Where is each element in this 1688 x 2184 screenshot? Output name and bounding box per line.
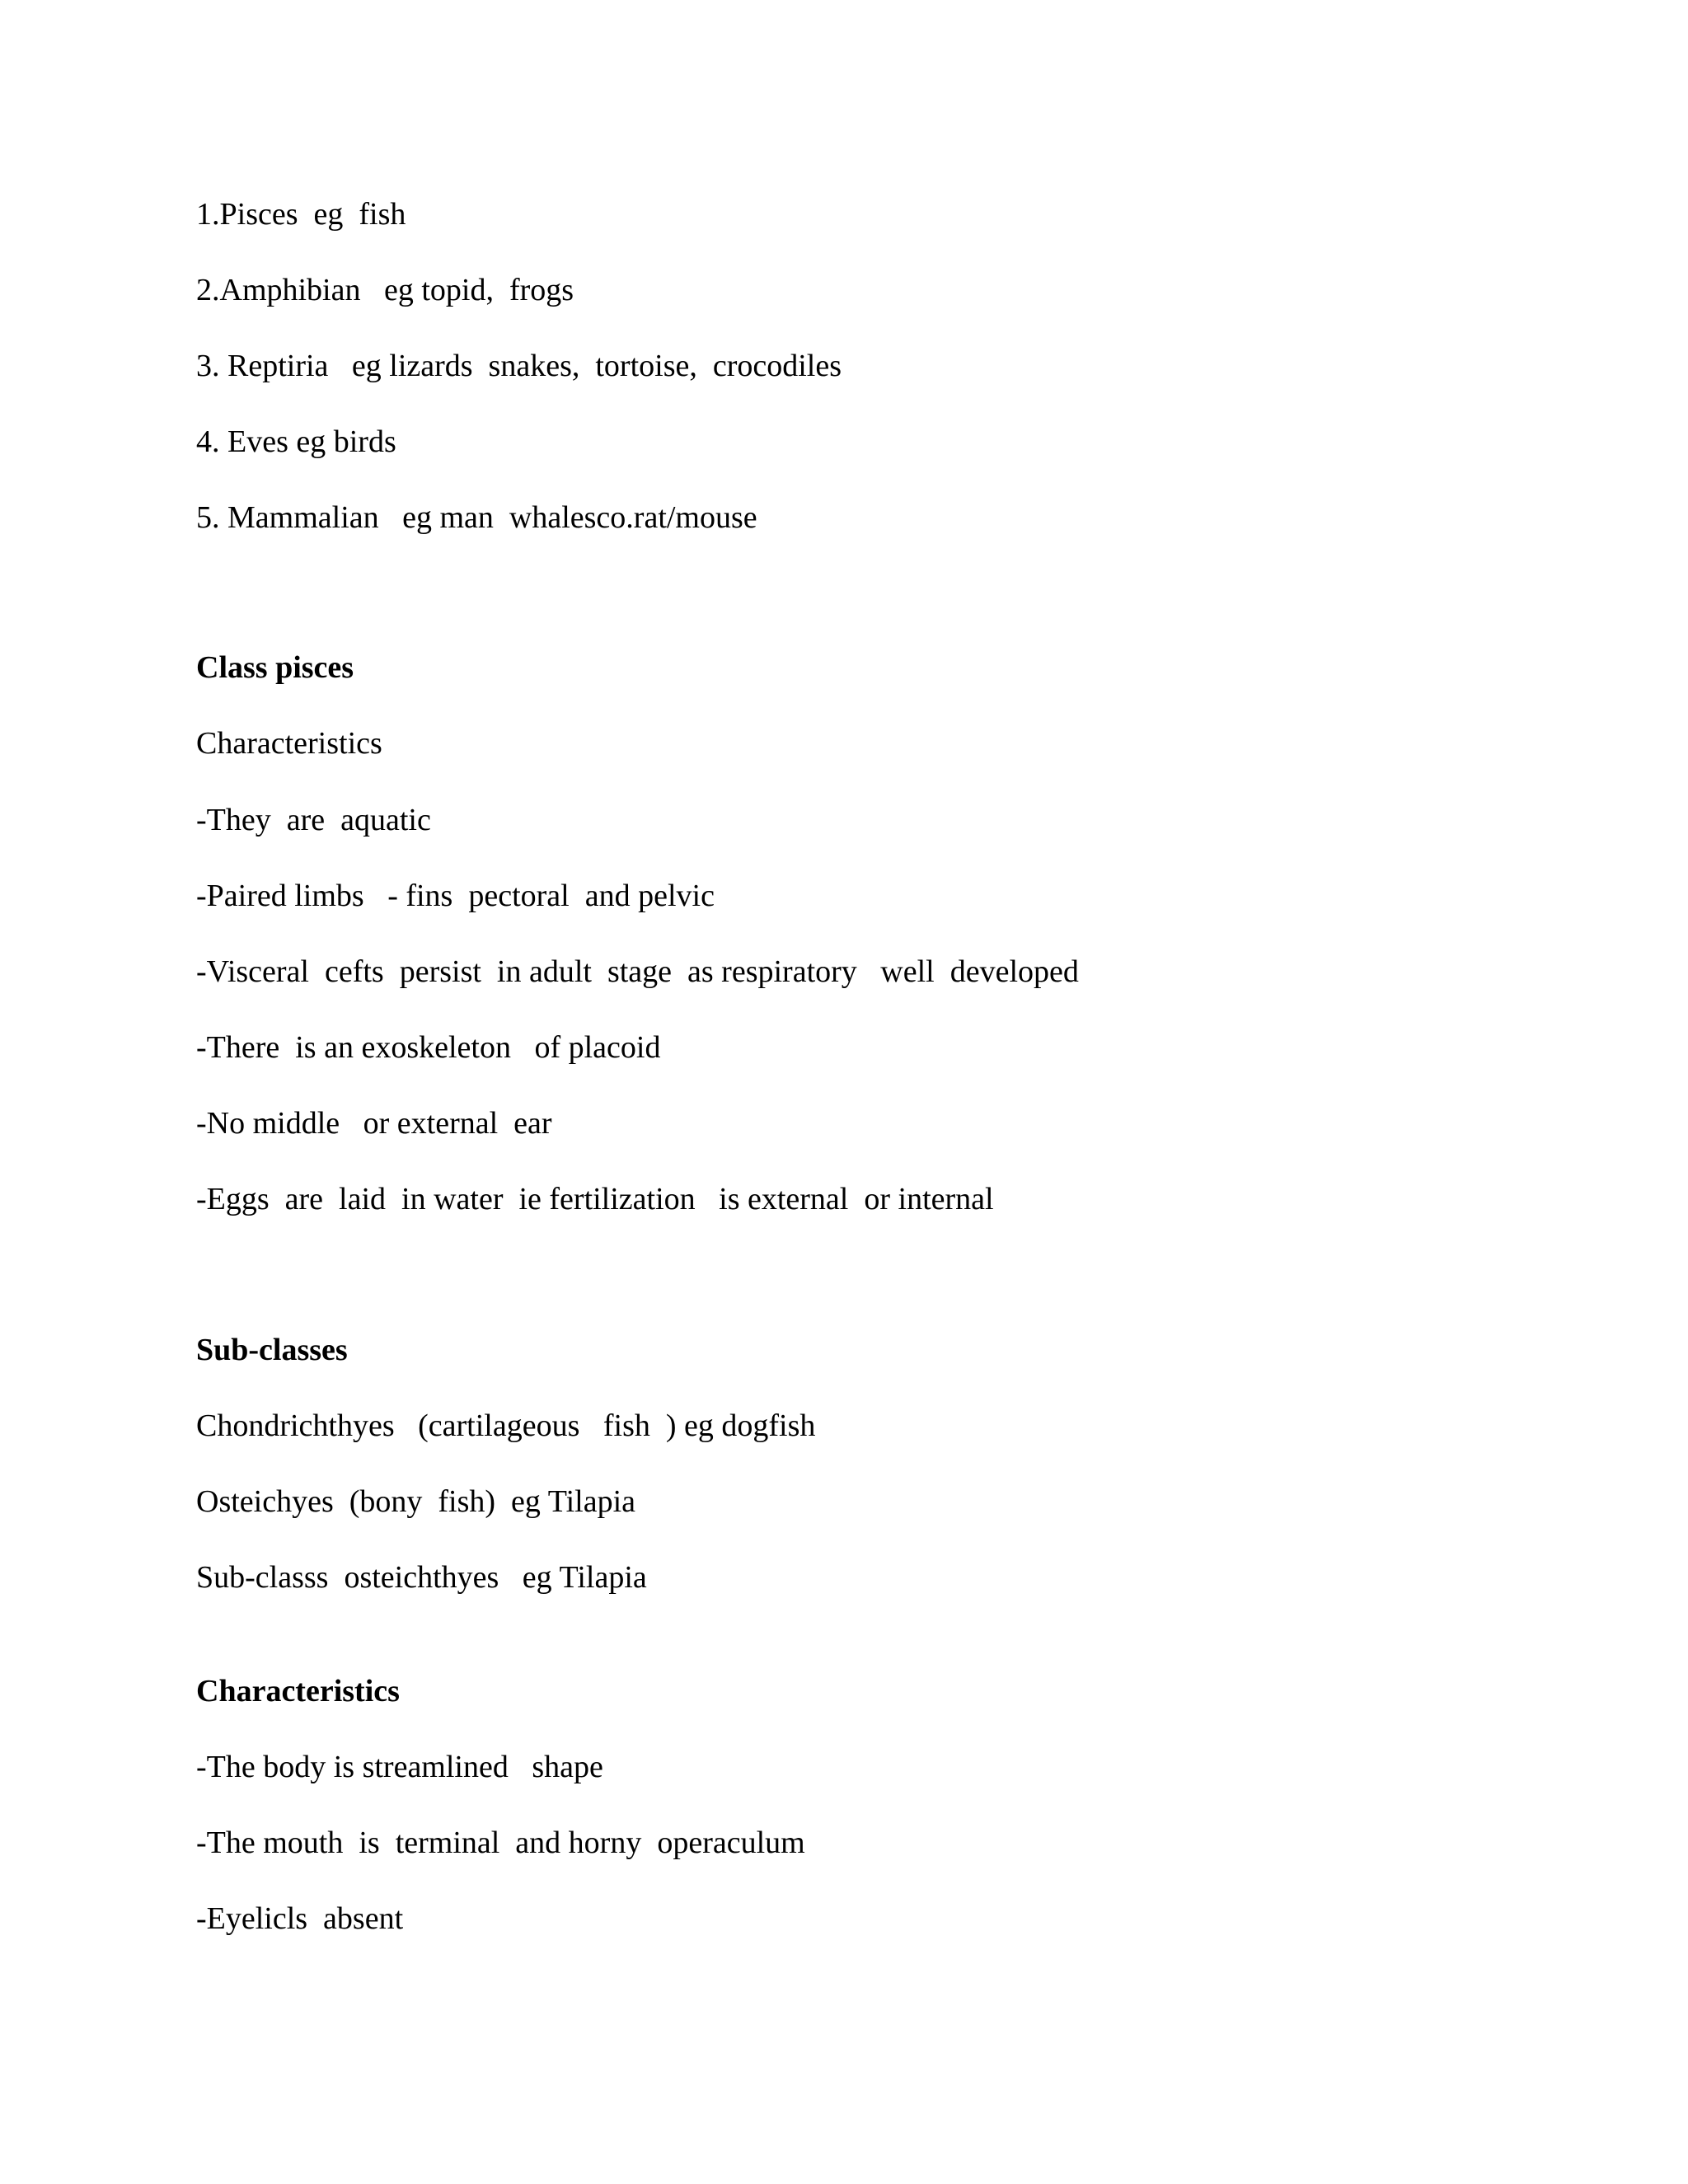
characteristics-item: -The body is streamlined shape: [196, 1750, 603, 1784]
class-pisces-heading: Class pisces: [196, 650, 354, 685]
class-pisces-item: -Eggs are laid in water ie fertilization is external or internal: [196, 1182, 994, 1216]
characteristics-item: -Eyelicls absent: [196, 1901, 404, 1936]
class-pisces-item: -There is an exoskeleton of placoid: [196, 1030, 661, 1065]
class-list-item-4: 4. Eves eg birds: [196, 424, 396, 459]
characteristics-item: -The mouth is terminal and horny operaculum: [196, 1825, 805, 1860]
class-pisces-subheading: Characteristics: [196, 726, 382, 761]
sub-classes-item: Sub-classs osteichthyes eg Tilapia: [196, 1560, 647, 1595]
characteristics-heading: Characteristics: [196, 1674, 400, 1708]
class-pisces-item: -Visceral cefts persist in adult stage as respiratory well developed: [196, 954, 1079, 989]
class-pisces-item: -No middle or external ear: [196, 1106, 552, 1141]
sub-classes-item: Chondrichthyes (cartilageous fish ) eg dogfish: [196, 1408, 816, 1443]
class-list-item-2: 2.Amphibian eg topid, frogs: [196, 273, 574, 307]
class-pisces-item: -They are aquatic: [196, 803, 431, 837]
class-list-item-5: 5. Mammalian eg man whalesco.rat/mouse: [196, 500, 757, 535]
class-list-item-3: 3. Reptiria eg lizards snakes, tortoise, crocodiles: [196, 349, 842, 383]
class-pisces-item: -Paired limbs - fins pectoral and pelvic: [196, 879, 715, 913]
sub-classes-heading: Sub-classes: [196, 1333, 348, 1367]
class-list-item-1: 1.Pisces eg fish: [196, 197, 406, 232]
sub-classes-item: Osteichyes (bony fish) eg Tilapia: [196, 1484, 636, 1519]
